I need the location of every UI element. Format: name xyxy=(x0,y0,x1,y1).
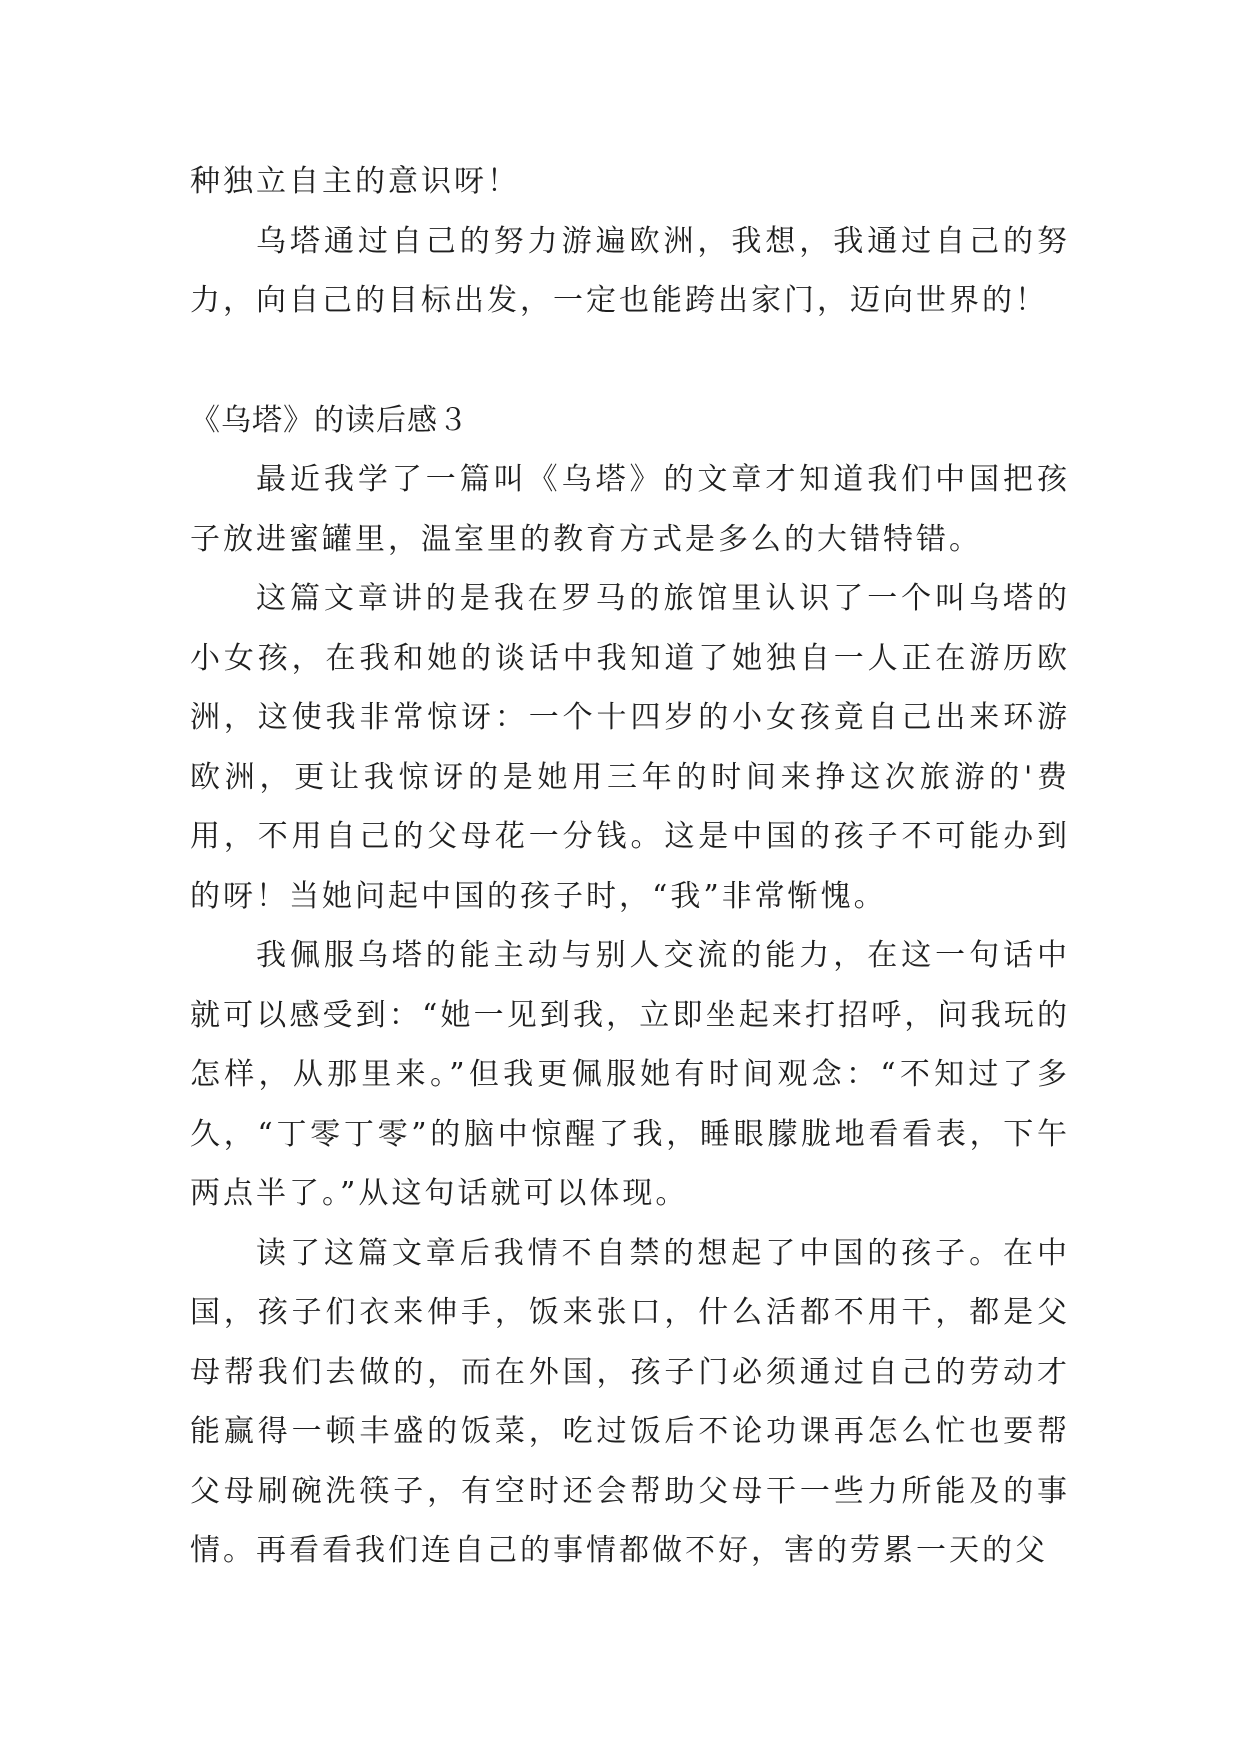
section-gap xyxy=(190,331,1070,391)
paragraph: 读了这篇文章后我情不自禁的想起了中国的孩子。在中国，孩子们衣来伸手，饭来张口，什么活都不用干，都是父母帮我们去做的，而在外国，孩子门必须通过自己的劳动才能赢得一顿丰盛的饭菜，吃过饭后不论功课再怎么忙也要帮父母刷碗洗筷子，有空时还会帮助父母干一些力所能及的事情。再看看我们连自己的事情都做不好，害的劳累一天的父 xyxy=(190,1235,1070,1568)
section-title: 《乌塔》的读后感３ xyxy=(190,402,469,438)
paragraph: 种独立自主的意识呀！ xyxy=(190,164,520,199)
paragraph: 这篇文章讲的是我在罗马的旅馆里认识了一个叫乌塔的小女孩，在我和她的谈话中我知道了她独自一人正在游历欧洲，这使我非常惊讶：一个十四岁的小女孩竟自己出来环游欧洲，更让我惊讶的是她用三年的时间来挣这次旅游的'费用，不用自己的父母花一分钱。这是中国的孩子不可能办到的呀！当她问起中国的孩子时，“我”非常惭愧。 xyxy=(190,581,1070,914)
paragraph: 我佩服乌塔的能主动与别人交流的能力，在这一句话中就可以感受到：“她一见到我，立即坐起来打招呼，问我玩的怎样，从那里来。”但我更佩服她有时间观念：“不知过了多久，“丁零丁零”的脑中惊醒了我，睡眼朦胧地看看表，下午两点半了。”从这句话就可以体现。 xyxy=(190,938,1070,1211)
paragraph: 乌塔通过自己的努力游遍欧洲，我想，我通过自己的努力，向自己的目标出发，一定也能跨出家门，迈向世界的！ xyxy=(190,223,1070,318)
document-body xyxy=(190,152,1070,1581)
paragraph: 最近我学了一篇叫《乌塔》的文章才知道我们中国把孩子放进蜜罐里，温室里的教育方式是多么的大错特错。 xyxy=(190,462,1070,557)
